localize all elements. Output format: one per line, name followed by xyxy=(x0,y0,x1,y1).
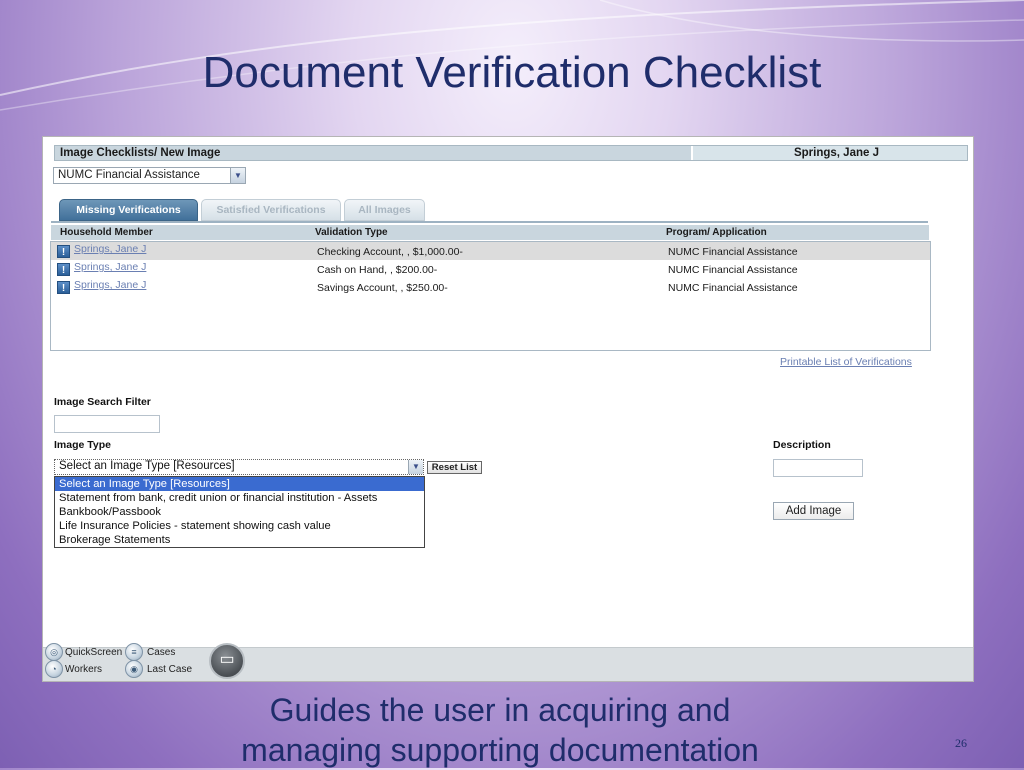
workers-icon[interactable]: ◔ xyxy=(45,660,63,678)
tab-all-images[interactable]: All Images xyxy=(344,199,425,221)
nav-quickscreen[interactable]: QuickScreen xyxy=(65,647,123,658)
column-household-member: Household Member xyxy=(60,227,153,238)
alert-icon[interactable]: ! xyxy=(57,263,70,276)
quickscreen-icon[interactable]: ◎ xyxy=(45,643,63,661)
program-cell: NUMC Financial Assistance xyxy=(668,264,798,276)
image-type-option[interactable]: Brokerage Statements xyxy=(59,534,171,546)
chevron-down-icon[interactable]: ▼ xyxy=(230,168,245,183)
program-cell: NUMC Financial Assistance xyxy=(668,282,798,294)
slide-caption xyxy=(0,690,1000,770)
page-header xyxy=(54,145,968,161)
table-row[interactable] xyxy=(51,278,930,296)
table-row[interactable] xyxy=(51,242,930,260)
add-image-button[interactable]: Add Image xyxy=(773,502,854,520)
tab-satisfied-verifications[interactable]: Satisfied Verifications xyxy=(201,199,341,221)
table-row[interactable] xyxy=(51,260,930,278)
nav-workers[interactable]: Workers xyxy=(65,664,103,675)
household-member-link[interactable]: Springs, Jane J xyxy=(74,261,147,273)
household-member-link[interactable]: Springs, Jane J xyxy=(74,279,147,291)
reset-list-button[interactable]: Reset List xyxy=(427,461,482,474)
verifications-grid xyxy=(50,241,931,351)
caption-line-2: managing supporting documentation xyxy=(241,732,759,768)
alert-icon[interactable]: ! xyxy=(57,245,70,258)
page-number: 26 xyxy=(955,736,967,750)
nav-cases[interactable]: Cases xyxy=(147,647,176,658)
validation-type-cell: Savings Account, , $250.00- xyxy=(317,282,448,294)
image-type-option[interactable]: Bankbook/Passbook xyxy=(59,506,161,518)
last-case-icon[interactable]: ◉ xyxy=(125,660,143,678)
column-validation-type: Validation Type xyxy=(315,227,388,238)
grid-header xyxy=(51,225,929,240)
household-member-link[interactable]: Springs, Jane J xyxy=(74,243,147,255)
description-label: Description xyxy=(773,439,831,451)
image-search-filter-label: Image Search Filter xyxy=(54,396,151,408)
image-type-label: Image Type xyxy=(54,439,111,451)
image-type-select-value: Select an Image Type [Resources] xyxy=(59,460,235,472)
image-type-dropdown-list xyxy=(54,476,425,548)
printable-list-link[interactable]: Printable List of Verifications xyxy=(780,356,912,368)
validation-type-cell: Cash on Hand, , $200.00- xyxy=(317,264,438,276)
folder-icon[interactable]: ▭ xyxy=(209,643,245,679)
program-select-value: NUMC Financial Assistance xyxy=(58,169,200,181)
program-select[interactable] xyxy=(53,167,246,184)
tab-missing-verifications[interactable]: Missing Verifications xyxy=(59,199,198,221)
image-type-option[interactable]: Life Insurance Policies - statement showing cash value xyxy=(59,520,331,532)
alert-icon[interactable]: ! xyxy=(57,281,70,294)
image-type-select[interactable] xyxy=(54,459,424,475)
program-cell: NUMC Financial Assistance xyxy=(668,246,798,258)
nav-last-case[interactable]: Last Case xyxy=(147,664,193,675)
validation-type-cell: Checking Account, , $1,000.00- xyxy=(317,246,463,258)
description-input[interactable] xyxy=(773,459,863,477)
current-client-name: Springs, Jane J xyxy=(691,146,967,160)
page-title: Image Checklists/ New Image xyxy=(60,147,221,159)
slide-title: Document Verification Checklist xyxy=(202,48,822,97)
caption-line-1: Guides the user in acquiring and xyxy=(269,692,731,728)
image-type-option[interactable]: Select an Image Type [Resources] xyxy=(55,477,424,491)
column-program-application: Program/ Application xyxy=(666,227,767,238)
chevron-down-icon[interactable]: ▼ xyxy=(408,460,423,474)
image-type-option[interactable]: Statement from bank, credit union or financial institution - Assets xyxy=(59,492,378,504)
cases-icon[interactable]: ≡ xyxy=(125,643,143,661)
image-search-filter-input[interactable] xyxy=(54,415,160,433)
application-screenshot xyxy=(42,136,974,682)
tab-divider xyxy=(51,221,928,223)
